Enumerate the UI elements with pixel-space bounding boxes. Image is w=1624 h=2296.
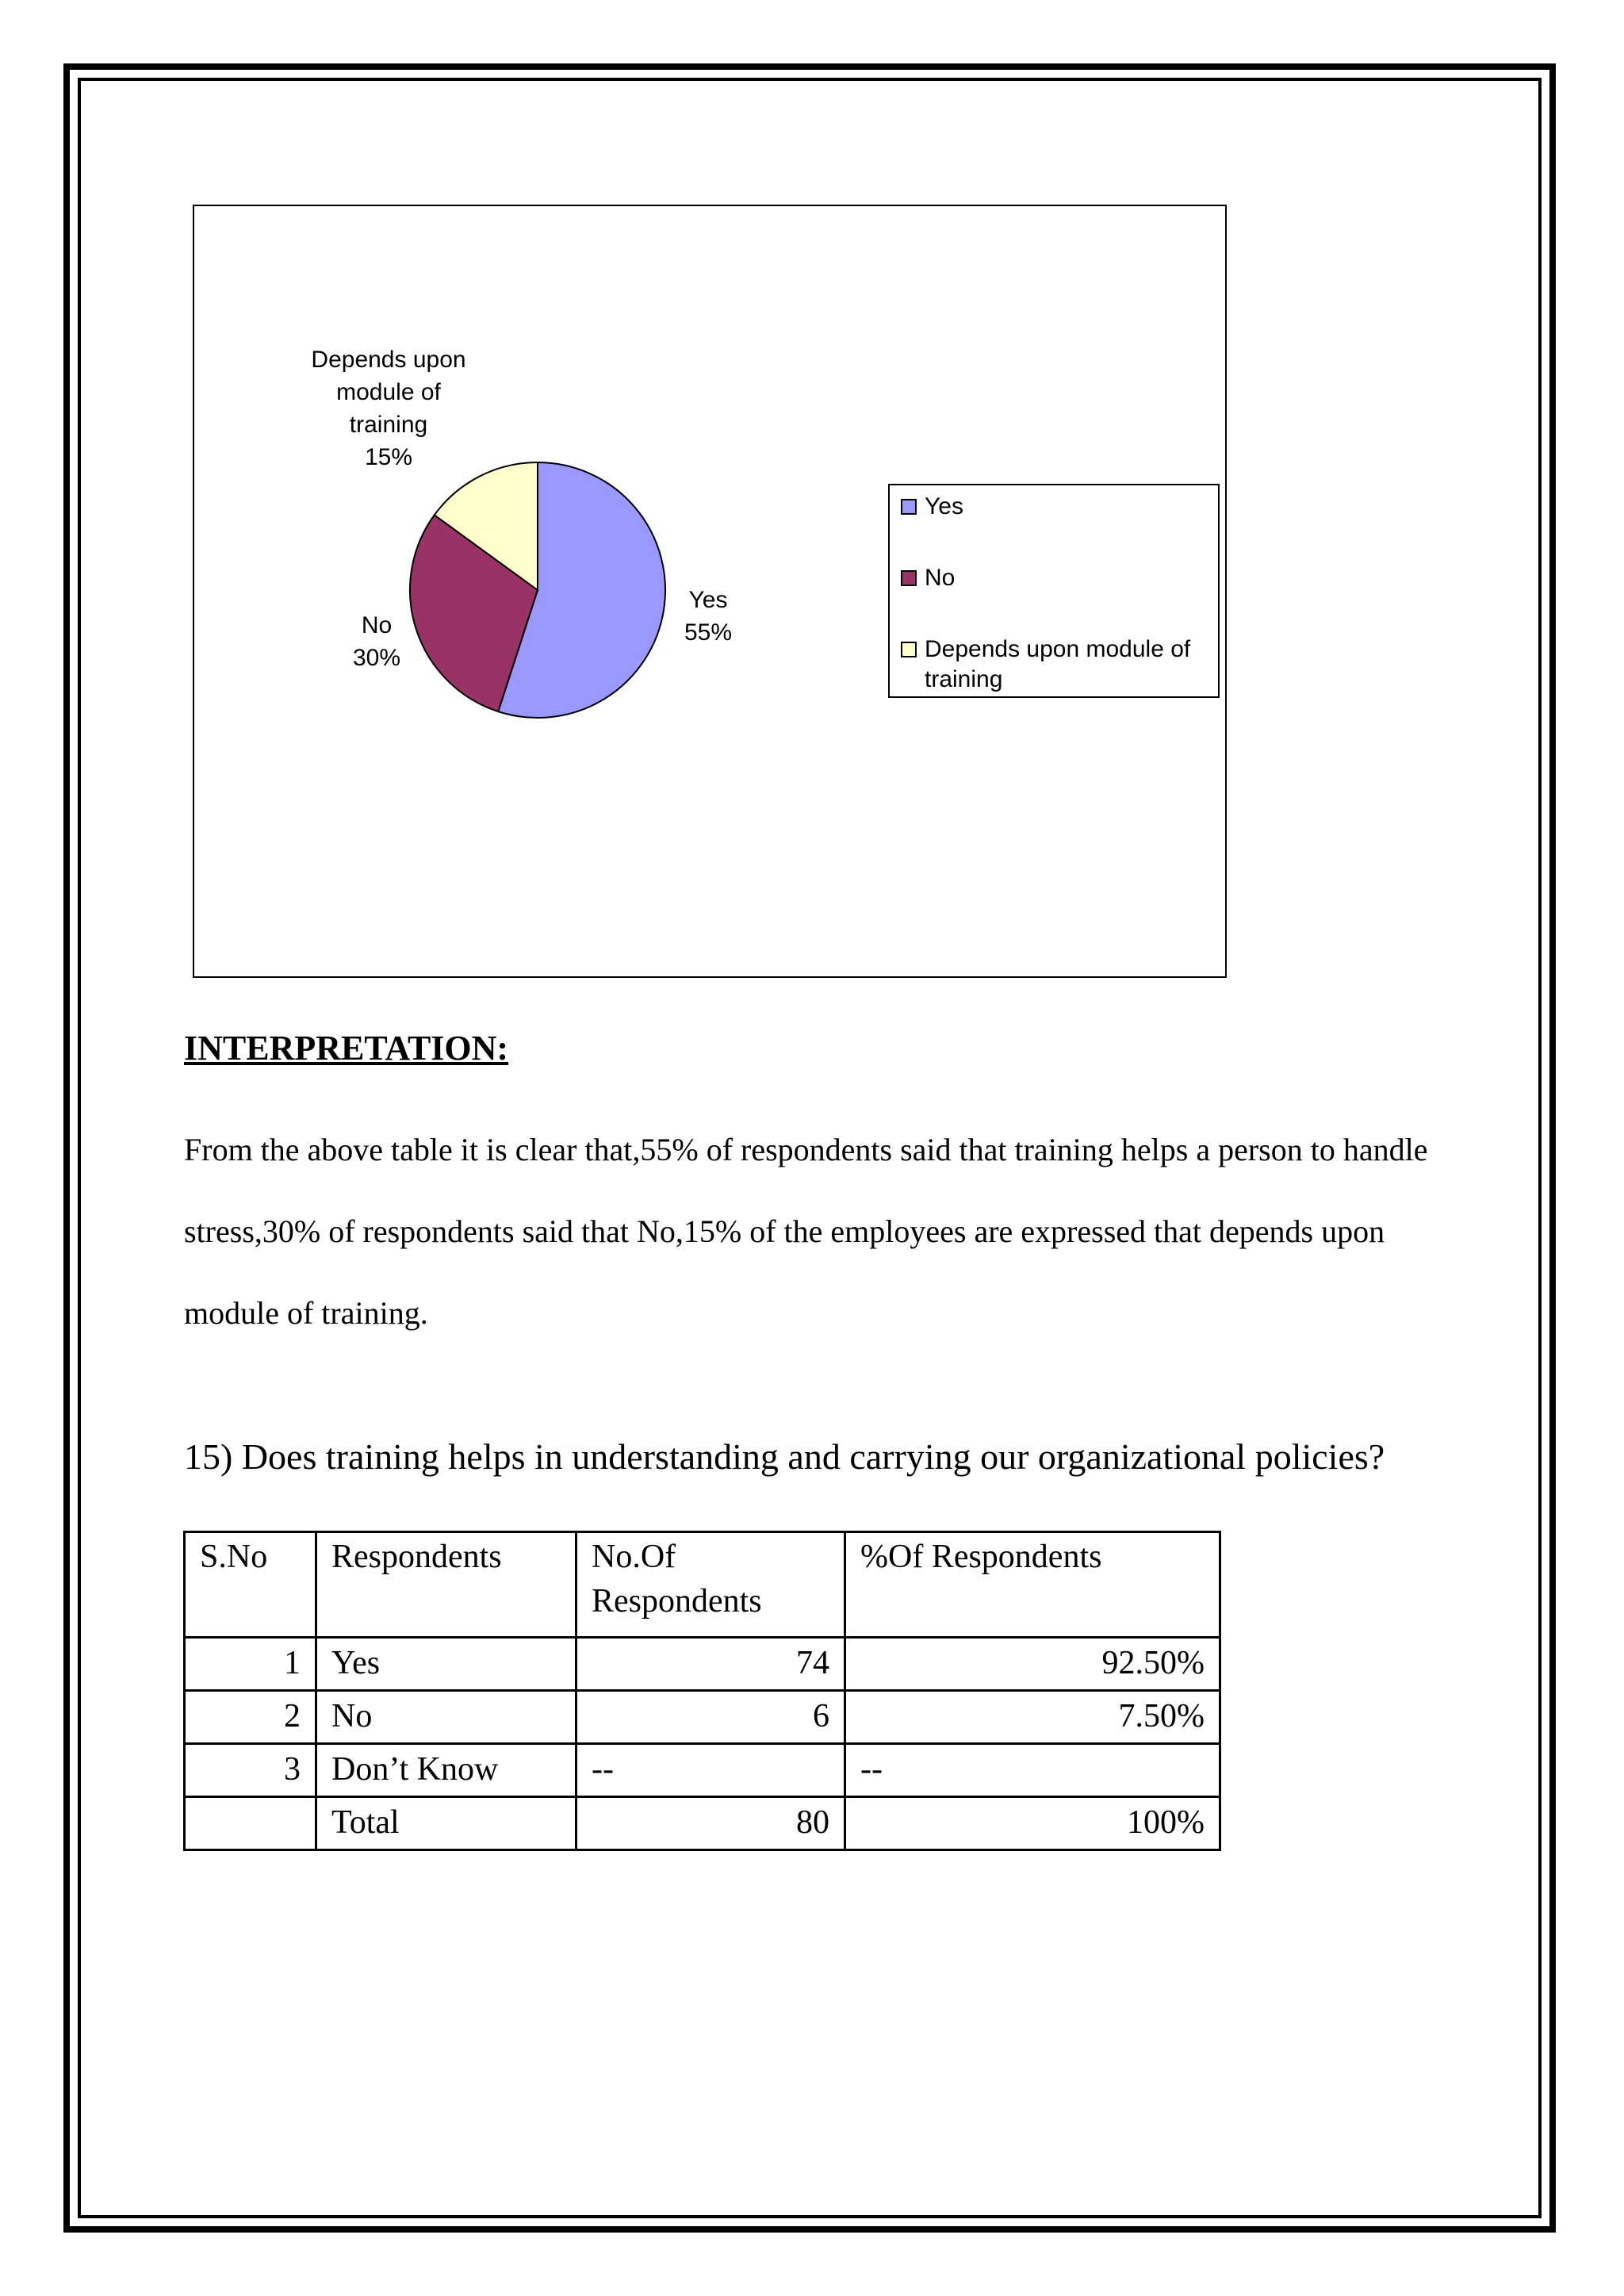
cell-sno [185, 1797, 316, 1850]
cell-percent: 100% [845, 1797, 1220, 1850]
header-sno: S.No [185, 1532, 316, 1638]
pie-data-label-depends-line: training [349, 412, 428, 438]
legend-item-no [901, 563, 1226, 593]
cell-percent: -- [845, 1744, 1220, 1797]
cell-sno: 3 [185, 1744, 316, 1797]
pie-data-label-depends-line: module of [336, 379, 441, 405]
cell-respondents: Total [316, 1797, 576, 1850]
legend-label-yes: Yes [925, 493, 963, 519]
cell-count: -- [576, 1744, 845, 1797]
legend-item-yes [901, 492, 1226, 522]
cell-count: 6 [576, 1691, 845, 1744]
cell-respondents: Don’t Know [316, 1744, 576, 1797]
pie-data-label-depends-line: 15% [364, 444, 413, 470]
pie-data-label-no [345, 609, 408, 674]
cell-count: 80 [576, 1797, 845, 1850]
cell-sno: 2 [185, 1691, 316, 1744]
table-header-row [185, 1532, 1220, 1638]
pie-data-label-depends [289, 343, 488, 473]
cell-respondents: No [316, 1691, 576, 1744]
pie-data-label-no-value: 30% [352, 645, 401, 671]
interpretation-heading: INTERPRETATION: [184, 1029, 509, 1068]
cell-count: 74 [576, 1638, 845, 1691]
chart-legend [888, 484, 1220, 698]
respondents-table [183, 1531, 1221, 1851]
header-percent-of-respondents: %Of Respondents [845, 1532, 1220, 1638]
header-respondents: Respondents [316, 1532, 576, 1638]
legend-item-depends [901, 634, 1226, 695]
pie-data-label-yes-name: Yes [688, 587, 728, 613]
pie-data-label-no-name: No [361, 612, 393, 638]
question-15: 15) Does training helps in understanding and carrying our organizational policies? [184, 1436, 1385, 1477]
table-row [185, 1638, 1220, 1691]
legend-swatch-depends [901, 642, 917, 657]
header-no-of-respondents: No.Of Respondents [576, 1532, 845, 1638]
table-row [185, 1744, 1220, 1797]
table-row [185, 1797, 1220, 1850]
pie-data-label-yes-value: 55% [684, 619, 733, 646]
cell-respondents: Yes [316, 1638, 576, 1691]
legend-swatch-no [901, 570, 917, 586]
legend-label-no: No [925, 565, 956, 591]
legend-label-depends: Depends upon module of training [925, 636, 1191, 692]
pie-chart [193, 205, 1227, 978]
cell-sno: 1 [185, 1638, 316, 1691]
interpretation-text: From the above table it is clear that,55% of respondents said that training helps a person to handle stress,30% of respondents said that No,15% of the employees are expressed that depends upon module of training. [184, 1132, 1428, 1331]
pie-data-label-depends-line: Depends upon [311, 347, 466, 373]
table-row [185, 1691, 1220, 1744]
cell-percent: 92.50% [845, 1638, 1220, 1691]
legend-swatch-yes [901, 499, 917, 515]
cell-percent: 7.50% [845, 1691, 1220, 1744]
pie-data-label-yes [661, 584, 756, 649]
